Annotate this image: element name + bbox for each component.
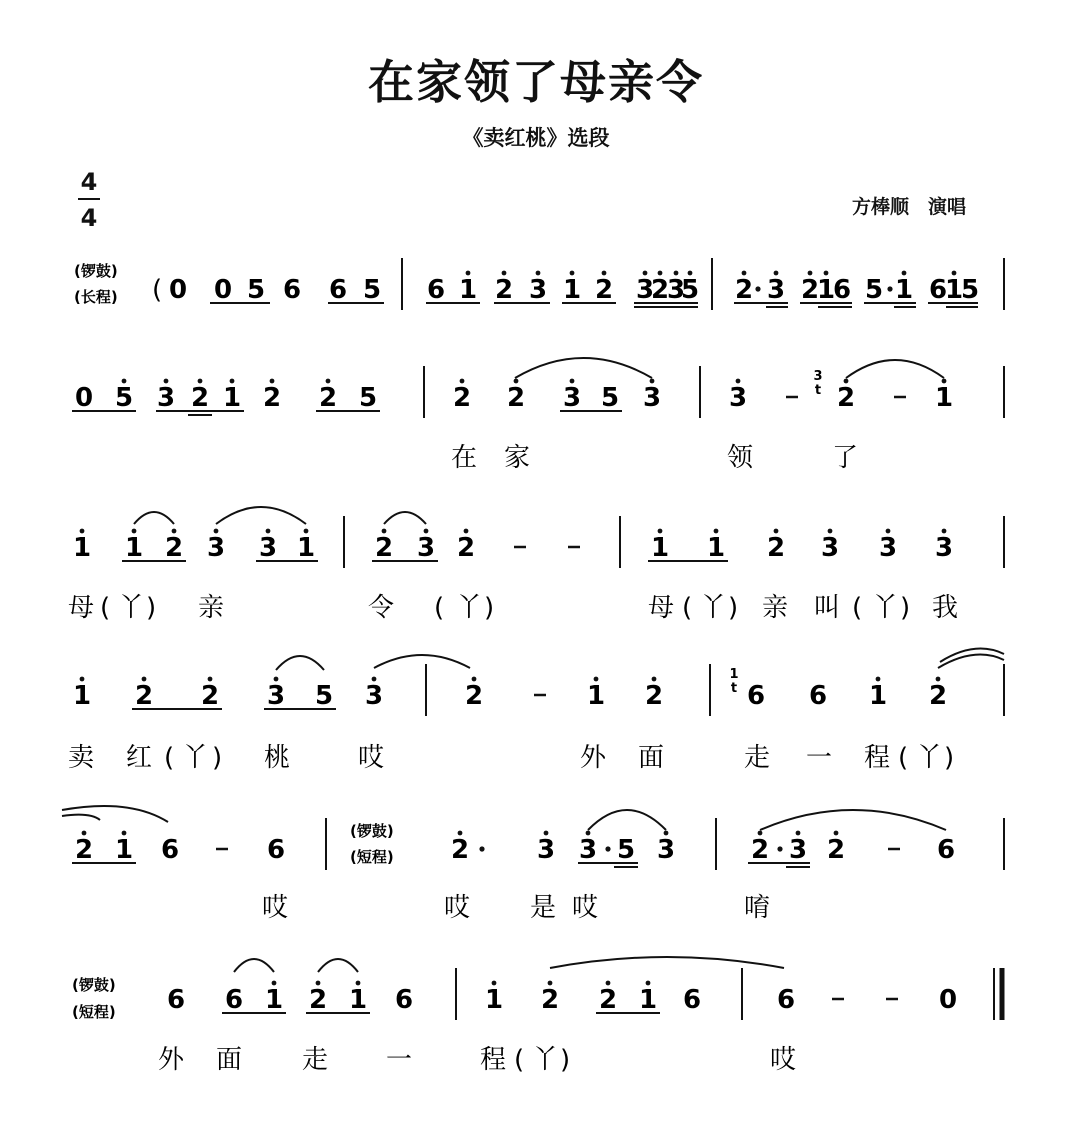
octave-dot-high xyxy=(272,981,277,986)
paren-open: ( xyxy=(152,275,163,305)
note: 1 xyxy=(638,985,658,1015)
octave-dot-high xyxy=(164,379,169,384)
note: 1 xyxy=(944,275,964,305)
note: 0 xyxy=(213,275,233,305)
slur xyxy=(515,358,652,378)
octave-dot-high xyxy=(458,831,463,836)
lyric-char: ( xyxy=(164,743,175,773)
lyric-char: ) xyxy=(900,593,911,623)
octave-dot-high xyxy=(646,981,651,986)
note: 5 xyxy=(864,275,884,305)
octave-dot-high xyxy=(122,379,127,384)
note: 6 xyxy=(328,275,348,305)
note: 6 xyxy=(832,275,852,305)
lyric-char: 哎 xyxy=(572,893,599,923)
note: 2 xyxy=(190,383,210,413)
note: 2 xyxy=(598,985,618,1015)
lyric-char: 母 xyxy=(68,593,95,623)
note: 3 xyxy=(562,383,582,413)
note: 1 xyxy=(894,275,914,305)
octave-dot-high xyxy=(266,529,271,534)
lyric-char: ) xyxy=(212,743,223,773)
lyric-char: 丫 xyxy=(916,743,943,773)
octave-dot-high xyxy=(658,529,663,534)
octave-dot-high xyxy=(844,379,849,384)
octave-dot-high xyxy=(886,529,891,534)
percussion-label-3: (锣鼓) xyxy=(350,822,394,840)
octave-dot-high xyxy=(658,271,663,276)
slur xyxy=(318,959,358,972)
note: 3 xyxy=(528,275,548,305)
note: 1 xyxy=(458,275,478,305)
lyric-char: ) xyxy=(484,593,495,623)
percussion-long xyxy=(74,262,162,306)
octave-dot-high xyxy=(372,677,377,682)
note: 5 xyxy=(114,383,134,413)
note: 3 xyxy=(416,533,436,563)
note: 2 xyxy=(750,835,770,865)
note: 2 xyxy=(594,275,614,305)
note: 3 xyxy=(666,275,686,305)
octave-dot-high xyxy=(570,271,575,276)
lyric-char: 程 xyxy=(480,1045,507,1075)
octave-dot-high xyxy=(274,677,279,682)
note: 5 xyxy=(600,383,620,413)
note: 1 xyxy=(72,533,92,563)
octave-dot-high xyxy=(808,271,813,276)
octave-dot-high xyxy=(198,379,203,384)
note: 6 xyxy=(936,835,956,865)
augmentation-dot xyxy=(605,846,610,851)
slur xyxy=(760,810,946,830)
octave-dot-high xyxy=(664,831,669,836)
slur xyxy=(216,507,306,524)
lyric-char: 外 xyxy=(580,743,607,773)
note: 5 xyxy=(362,275,382,305)
octave-dot-high xyxy=(382,529,387,534)
octave-dot-high xyxy=(736,379,741,384)
note: 2 xyxy=(450,835,470,865)
note: 0 xyxy=(74,383,94,413)
lyric-char: 在 xyxy=(451,443,478,473)
lyric-char: 程 xyxy=(864,743,891,773)
percussion-label-5: (锣鼓) xyxy=(72,976,116,994)
lyric-char: 丫 xyxy=(182,743,209,773)
note: 1 xyxy=(816,275,836,305)
octave-dot-high xyxy=(674,271,679,276)
slur xyxy=(550,957,784,968)
lyric-char: 哎 xyxy=(770,1045,797,1075)
octave-dot-high xyxy=(688,271,693,276)
slur xyxy=(276,656,324,670)
note: 3 xyxy=(156,383,176,413)
note: 5 xyxy=(616,835,636,865)
octave-dot-high xyxy=(942,529,947,534)
octave-dot-high xyxy=(828,529,833,534)
octave-dot-high xyxy=(424,529,429,534)
lyric-char: ) xyxy=(944,743,955,773)
note: 1 xyxy=(934,383,954,413)
note: 1 xyxy=(348,985,368,1015)
grace-note: 1 xyxy=(729,667,739,682)
percussion-label-4: (短程) xyxy=(350,848,394,866)
lyric-char: ) xyxy=(146,593,157,623)
lyric-char: 亲 xyxy=(198,593,225,623)
note: 1 xyxy=(484,985,504,1015)
lyric-char: ( xyxy=(852,593,863,623)
note: 1 xyxy=(264,985,284,1015)
lyric-char: 红 xyxy=(126,743,153,773)
lyric-char: 哎 xyxy=(358,743,385,773)
slur xyxy=(846,360,944,378)
octave-dot-high xyxy=(502,271,507,276)
note: 3 xyxy=(635,275,655,305)
percussion-label-1: (锣鼓) xyxy=(74,262,118,280)
lyric-char: ( xyxy=(514,1045,525,1075)
octave-dot-high xyxy=(602,271,607,276)
note: 6 xyxy=(426,275,446,305)
octave-dot-high xyxy=(304,529,309,534)
lyric-char: 一 xyxy=(386,1045,413,1075)
note: 2 xyxy=(650,275,670,305)
note: 1 xyxy=(296,533,316,563)
octave-dot-high xyxy=(936,677,941,682)
note: 3 xyxy=(206,533,226,563)
note: 5 xyxy=(680,275,700,305)
octave-dot-high xyxy=(132,529,137,534)
lyric-char: ( xyxy=(100,593,111,623)
note: 3 xyxy=(878,533,898,563)
octave-dot-high xyxy=(80,529,85,534)
note: 1 xyxy=(114,835,134,865)
octave-dot-high xyxy=(902,271,907,276)
lyric-char: 走 xyxy=(302,1045,329,1075)
octave-dot-high xyxy=(774,529,779,534)
lyric-char: 丫 xyxy=(872,593,899,623)
slur xyxy=(234,959,274,972)
augmentation-dot xyxy=(479,846,484,851)
lyric-char: 丫 xyxy=(532,1045,559,1075)
note: 6 xyxy=(394,985,414,1015)
note: 3 xyxy=(642,383,662,413)
note: 2 xyxy=(456,533,476,563)
lyric-char: 面 xyxy=(216,1045,243,1075)
octave-dot-high xyxy=(326,379,331,384)
lyric-char: 丫 xyxy=(118,593,145,623)
lyric-char: 一 xyxy=(806,743,833,773)
note: 2 xyxy=(800,275,820,305)
note: 3 xyxy=(656,835,676,865)
note: 2 xyxy=(452,383,472,413)
lyric-char: 外 xyxy=(158,1045,185,1075)
slur xyxy=(374,655,470,668)
note: 2 xyxy=(644,681,664,711)
octave-dot-high xyxy=(714,529,719,534)
percussion-label-2: (长程) xyxy=(74,288,118,306)
note: 2 xyxy=(494,275,514,305)
octave-dot-high xyxy=(142,677,147,682)
lyric-char: ( xyxy=(898,743,909,773)
song-subtitle: 《卖红桃》选段 xyxy=(462,125,610,150)
note: 6 xyxy=(682,985,702,1015)
lyric-char: 我 xyxy=(932,593,959,623)
lyric-char: 丫 xyxy=(456,593,483,623)
lyric-char: 面 xyxy=(638,743,665,773)
octave-dot-high xyxy=(492,981,497,986)
note: 6 xyxy=(282,275,302,305)
octave-dot-high xyxy=(652,677,657,682)
lyric-char: 是 xyxy=(530,893,557,923)
octave-dot-high xyxy=(650,379,655,384)
octave-dot-high xyxy=(466,271,471,276)
octave-dot-high xyxy=(82,831,87,836)
octave-dot-high xyxy=(172,529,177,534)
note: 1 xyxy=(562,275,582,305)
grace-note: t xyxy=(814,383,822,398)
octave-dot-high xyxy=(834,831,839,836)
note: 3 xyxy=(766,275,786,305)
note: 2 xyxy=(134,681,154,711)
note: 5 xyxy=(314,681,334,711)
note: 2 xyxy=(318,383,338,413)
octave-dot-high xyxy=(586,831,591,836)
lyric-char: ) xyxy=(728,593,739,623)
note: 2 xyxy=(928,681,948,711)
octave-dot-high xyxy=(316,981,321,986)
grace-note: t xyxy=(730,681,738,696)
note: 6 xyxy=(746,681,766,711)
note: 0 xyxy=(938,985,958,1015)
octave-dot-high xyxy=(606,981,611,986)
lyric-char: 叫 xyxy=(814,593,841,623)
octave-dot-high xyxy=(208,677,213,682)
octave-dot-high xyxy=(230,379,235,384)
note: 2 xyxy=(374,533,394,563)
note: 3 xyxy=(258,533,278,563)
lyric-char: 丫 xyxy=(700,593,727,623)
note: 2 xyxy=(734,275,754,305)
note: 2 xyxy=(262,383,282,413)
lyric-char: 家 xyxy=(504,443,531,473)
octave-dot-high xyxy=(643,271,648,276)
lyric-char: 哎 xyxy=(262,893,289,923)
octave-dot-high xyxy=(514,379,519,384)
note: 2 xyxy=(308,985,328,1015)
note: 6 xyxy=(224,985,244,1015)
note: 1 xyxy=(650,533,670,563)
note: 6 xyxy=(266,835,286,865)
lyric-char: 令 xyxy=(368,593,395,623)
lyric-char: 亲 xyxy=(762,593,789,623)
octave-dot-high xyxy=(796,831,801,836)
note: 3 xyxy=(578,835,598,865)
octave-dot-high xyxy=(80,677,85,682)
slur xyxy=(384,512,426,524)
note: 6 xyxy=(928,275,948,305)
augmentation-dot xyxy=(887,286,892,291)
time-signature-top: 4 xyxy=(80,168,98,196)
lyric-char: 卖 xyxy=(68,743,95,773)
octave-dot-high xyxy=(460,379,465,384)
lyric-char: 哎 xyxy=(444,893,471,923)
tie xyxy=(62,815,100,820)
octave-dot-high xyxy=(942,379,947,384)
augmentation-dot xyxy=(777,846,782,851)
note: 6 xyxy=(776,985,796,1015)
note: 2 xyxy=(836,383,856,413)
octave-dot-high xyxy=(824,271,829,276)
note: 3 xyxy=(788,835,808,865)
slur xyxy=(588,810,666,830)
lyric-char: ) xyxy=(560,1045,571,1075)
note: 1 xyxy=(72,681,92,711)
octave-dot-high xyxy=(758,831,763,836)
octave-dot-high xyxy=(952,271,957,276)
time-signature-bottom: 4 xyxy=(80,204,98,232)
octave-dot-high xyxy=(594,677,599,682)
note: 2 xyxy=(540,985,560,1015)
octave-dot-high xyxy=(122,831,127,836)
octave-dot-high xyxy=(356,981,361,986)
octave-dot-high xyxy=(774,271,779,276)
octave-dot-high xyxy=(570,379,575,384)
lyric-char: 母 xyxy=(648,593,675,623)
octave-dot-high xyxy=(464,529,469,534)
octave-dot-high xyxy=(548,981,553,986)
percussion-short-2 xyxy=(72,976,116,1021)
note: 1 xyxy=(222,383,242,413)
lyric-char: 走 xyxy=(744,743,771,773)
note: 1 xyxy=(124,533,144,563)
lyric-char: 领 xyxy=(727,443,754,473)
note: 2 xyxy=(200,681,220,711)
grace-note: 3 xyxy=(813,369,823,384)
note: 5 xyxy=(960,275,980,305)
note: 6 xyxy=(808,681,828,711)
note: 2 xyxy=(74,835,94,865)
note: 3 xyxy=(934,533,954,563)
augmentation-dot xyxy=(755,286,760,291)
note: 2 xyxy=(506,383,526,413)
lyric-char: ( xyxy=(434,593,445,623)
slur xyxy=(134,512,174,524)
note: 2 xyxy=(464,681,484,711)
note: 2 xyxy=(826,835,846,865)
note: 6 xyxy=(166,985,186,1015)
lyric-char: ( xyxy=(682,593,693,623)
octave-dot-high xyxy=(270,379,275,384)
octave-dot-high xyxy=(876,677,881,682)
lyric-char: 唷 xyxy=(744,893,771,923)
percussion-label-6: (短程) xyxy=(72,1003,116,1021)
note: 2 xyxy=(164,533,184,563)
note: 1 xyxy=(706,533,726,563)
note: 1 xyxy=(868,681,888,711)
octave-dot-high xyxy=(536,271,541,276)
performer-credit: 方棒顺 演唱 xyxy=(852,196,967,218)
note: 3 xyxy=(266,681,286,711)
percussion-short-1 xyxy=(350,822,394,866)
note: 1 xyxy=(586,681,606,711)
note: 3 xyxy=(536,835,556,865)
octave-dot-high xyxy=(742,271,747,276)
octave-dot-high xyxy=(472,677,477,682)
note: 3 xyxy=(820,533,840,563)
note: 5 xyxy=(358,383,378,413)
note: 6 xyxy=(160,835,180,865)
lyric-char: 了 xyxy=(832,443,859,473)
note: 5 xyxy=(246,275,266,305)
song-title: 在家领了母亲令 xyxy=(368,55,704,109)
note: 0 xyxy=(168,275,188,305)
octave-dot-high xyxy=(214,529,219,534)
note: 3 xyxy=(728,383,748,413)
note: 3 xyxy=(364,681,384,711)
note: 2 xyxy=(766,533,786,563)
lyric-char: 桃 xyxy=(264,743,291,773)
octave-dot-high xyxy=(544,831,549,836)
